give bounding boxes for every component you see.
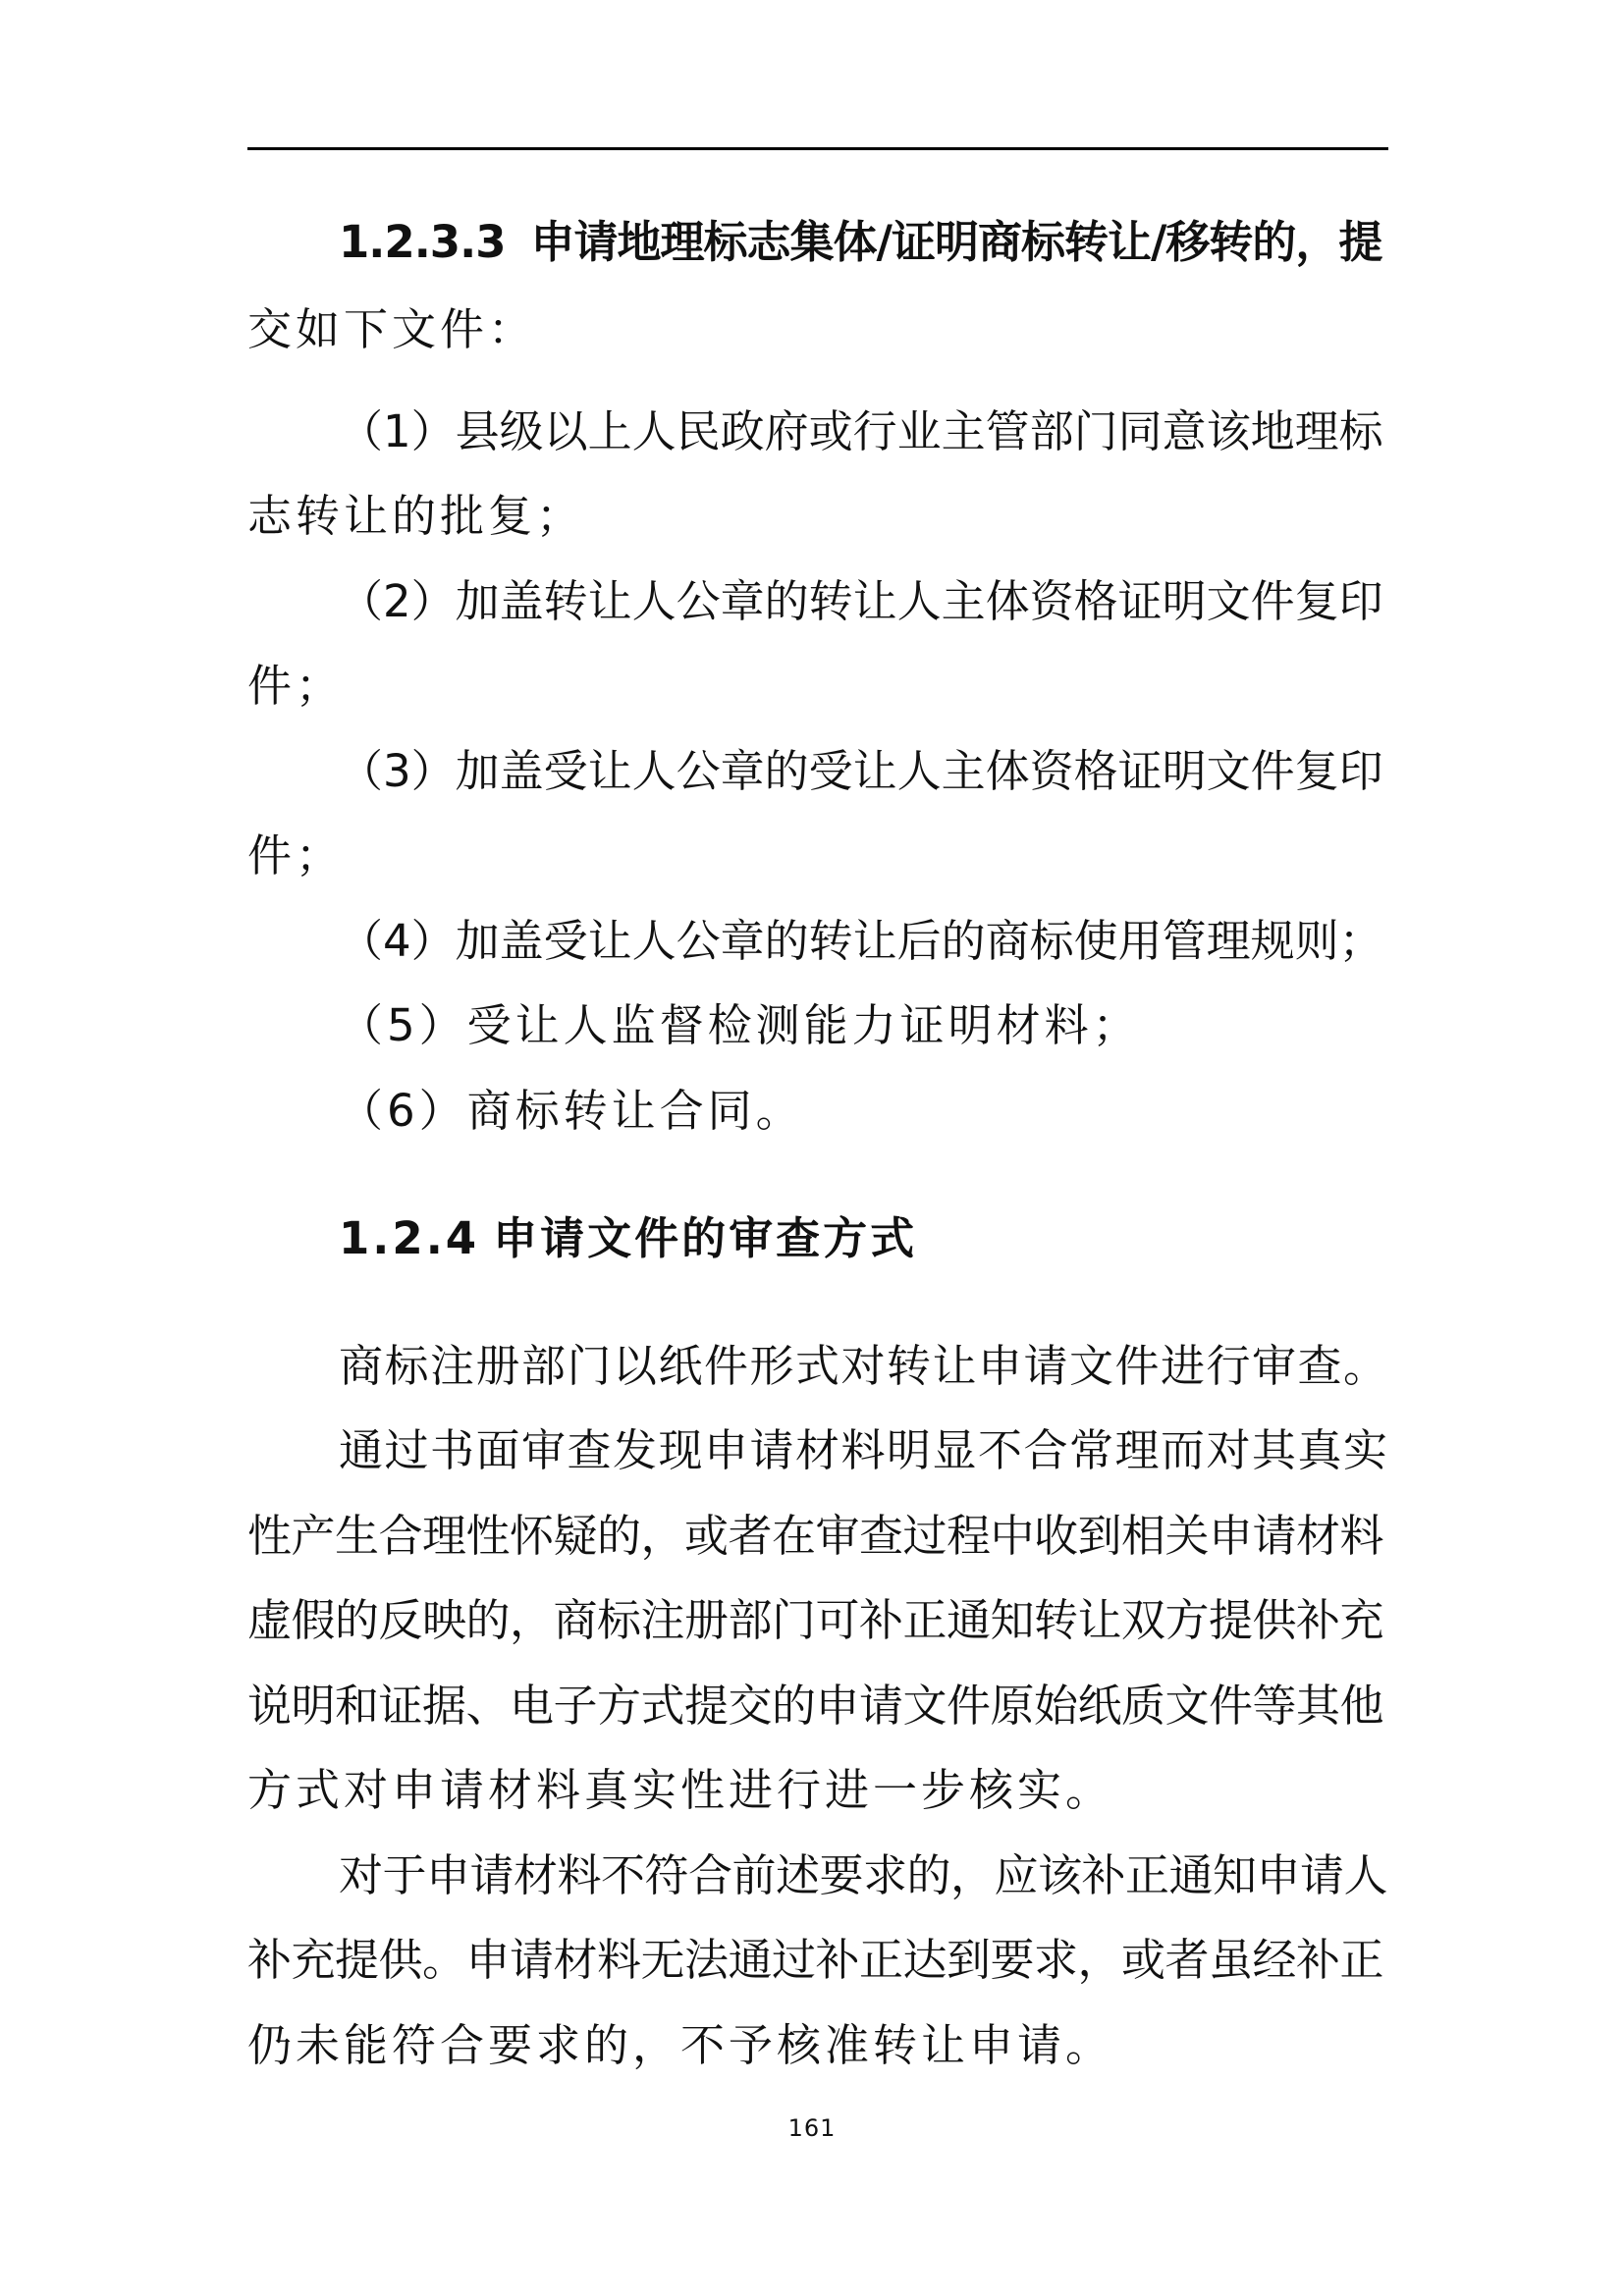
- paragraph-3-line-3: 仍未能符合要求的，不予核准转让申请。: [247, 2019, 1114, 2071]
- paragraph-2-line-4: 说明和证据、电子方式提交的申请文件原始纸质文件等其他: [247, 1680, 1384, 1732]
- list-item-2-continued: 件；: [247, 660, 345, 712]
- section-heading-1-2-4: [339, 1209, 917, 1268]
- section-title: 申请地理标志集体/证明商标转让/移转的，提: [530, 216, 1382, 268]
- section-number: 1.2.3.3: [339, 216, 506, 268]
- list-item-3-continued: 件；: [247, 829, 345, 881]
- paragraph-2-line-5: 方式对申请材料真实性进行进一步核实。: [247, 1764, 1114, 1816]
- list-item-6: （6）商标转让合同。: [339, 1085, 804, 1137]
- section-title: 申请文件的审查方式: [493, 1212, 918, 1264]
- paragraph-1: 商标注册部门以纸件形式对转让申请文件进行审查。: [339, 1340, 1389, 1392]
- list-item-1: （1）县级以上人民政府或行业主管部门同意该地理标: [339, 405, 1383, 457]
- paragraph-3-line-2: 补充提供。申请材料无法通过补正达到要求，或者虽经补正: [247, 1934, 1384, 1986]
- header-rule: [247, 147, 1388, 150]
- section-title-continued: 交如下文件：: [247, 303, 537, 355]
- list-item-5: （5）受让人监督检测能力证明材料；: [339, 999, 1141, 1051]
- list-item-1-continued: 志转让的批复；: [247, 490, 585, 542]
- page-number: 161: [787, 2114, 837, 2142]
- section-number: 1.2.4: [339, 1212, 480, 1264]
- list-item-2: （2）加盖转让人公章的转让人主体资格证明文件复印: [339, 575, 1383, 627]
- paragraph-2-line-2: 性产生合理性怀疑的，或者在审查过程中收到相关申请材料: [247, 1510, 1384, 1562]
- section-heading-1-2-3-3: [339, 213, 1381, 272]
- list-item-3: （3）加盖受让人公章的受让人主体资格证明文件复印: [339, 745, 1383, 797]
- list-item-4: （4）加盖受让人公章的转让后的商标使用管理规则；: [339, 915, 1383, 967]
- paragraph-3-line-1: 对于申请材料不符合前述要求的，应该补正通知申请人: [339, 1849, 1388, 1901]
- paragraph-2-line-1: 通过书面审查发现申请材料明显不合常理而对其真实: [339, 1424, 1389, 1476]
- paragraph-2-line-3: 虚假的反映的，商标注册部门可补正通知转让双方提供补充: [247, 1594, 1384, 1646]
